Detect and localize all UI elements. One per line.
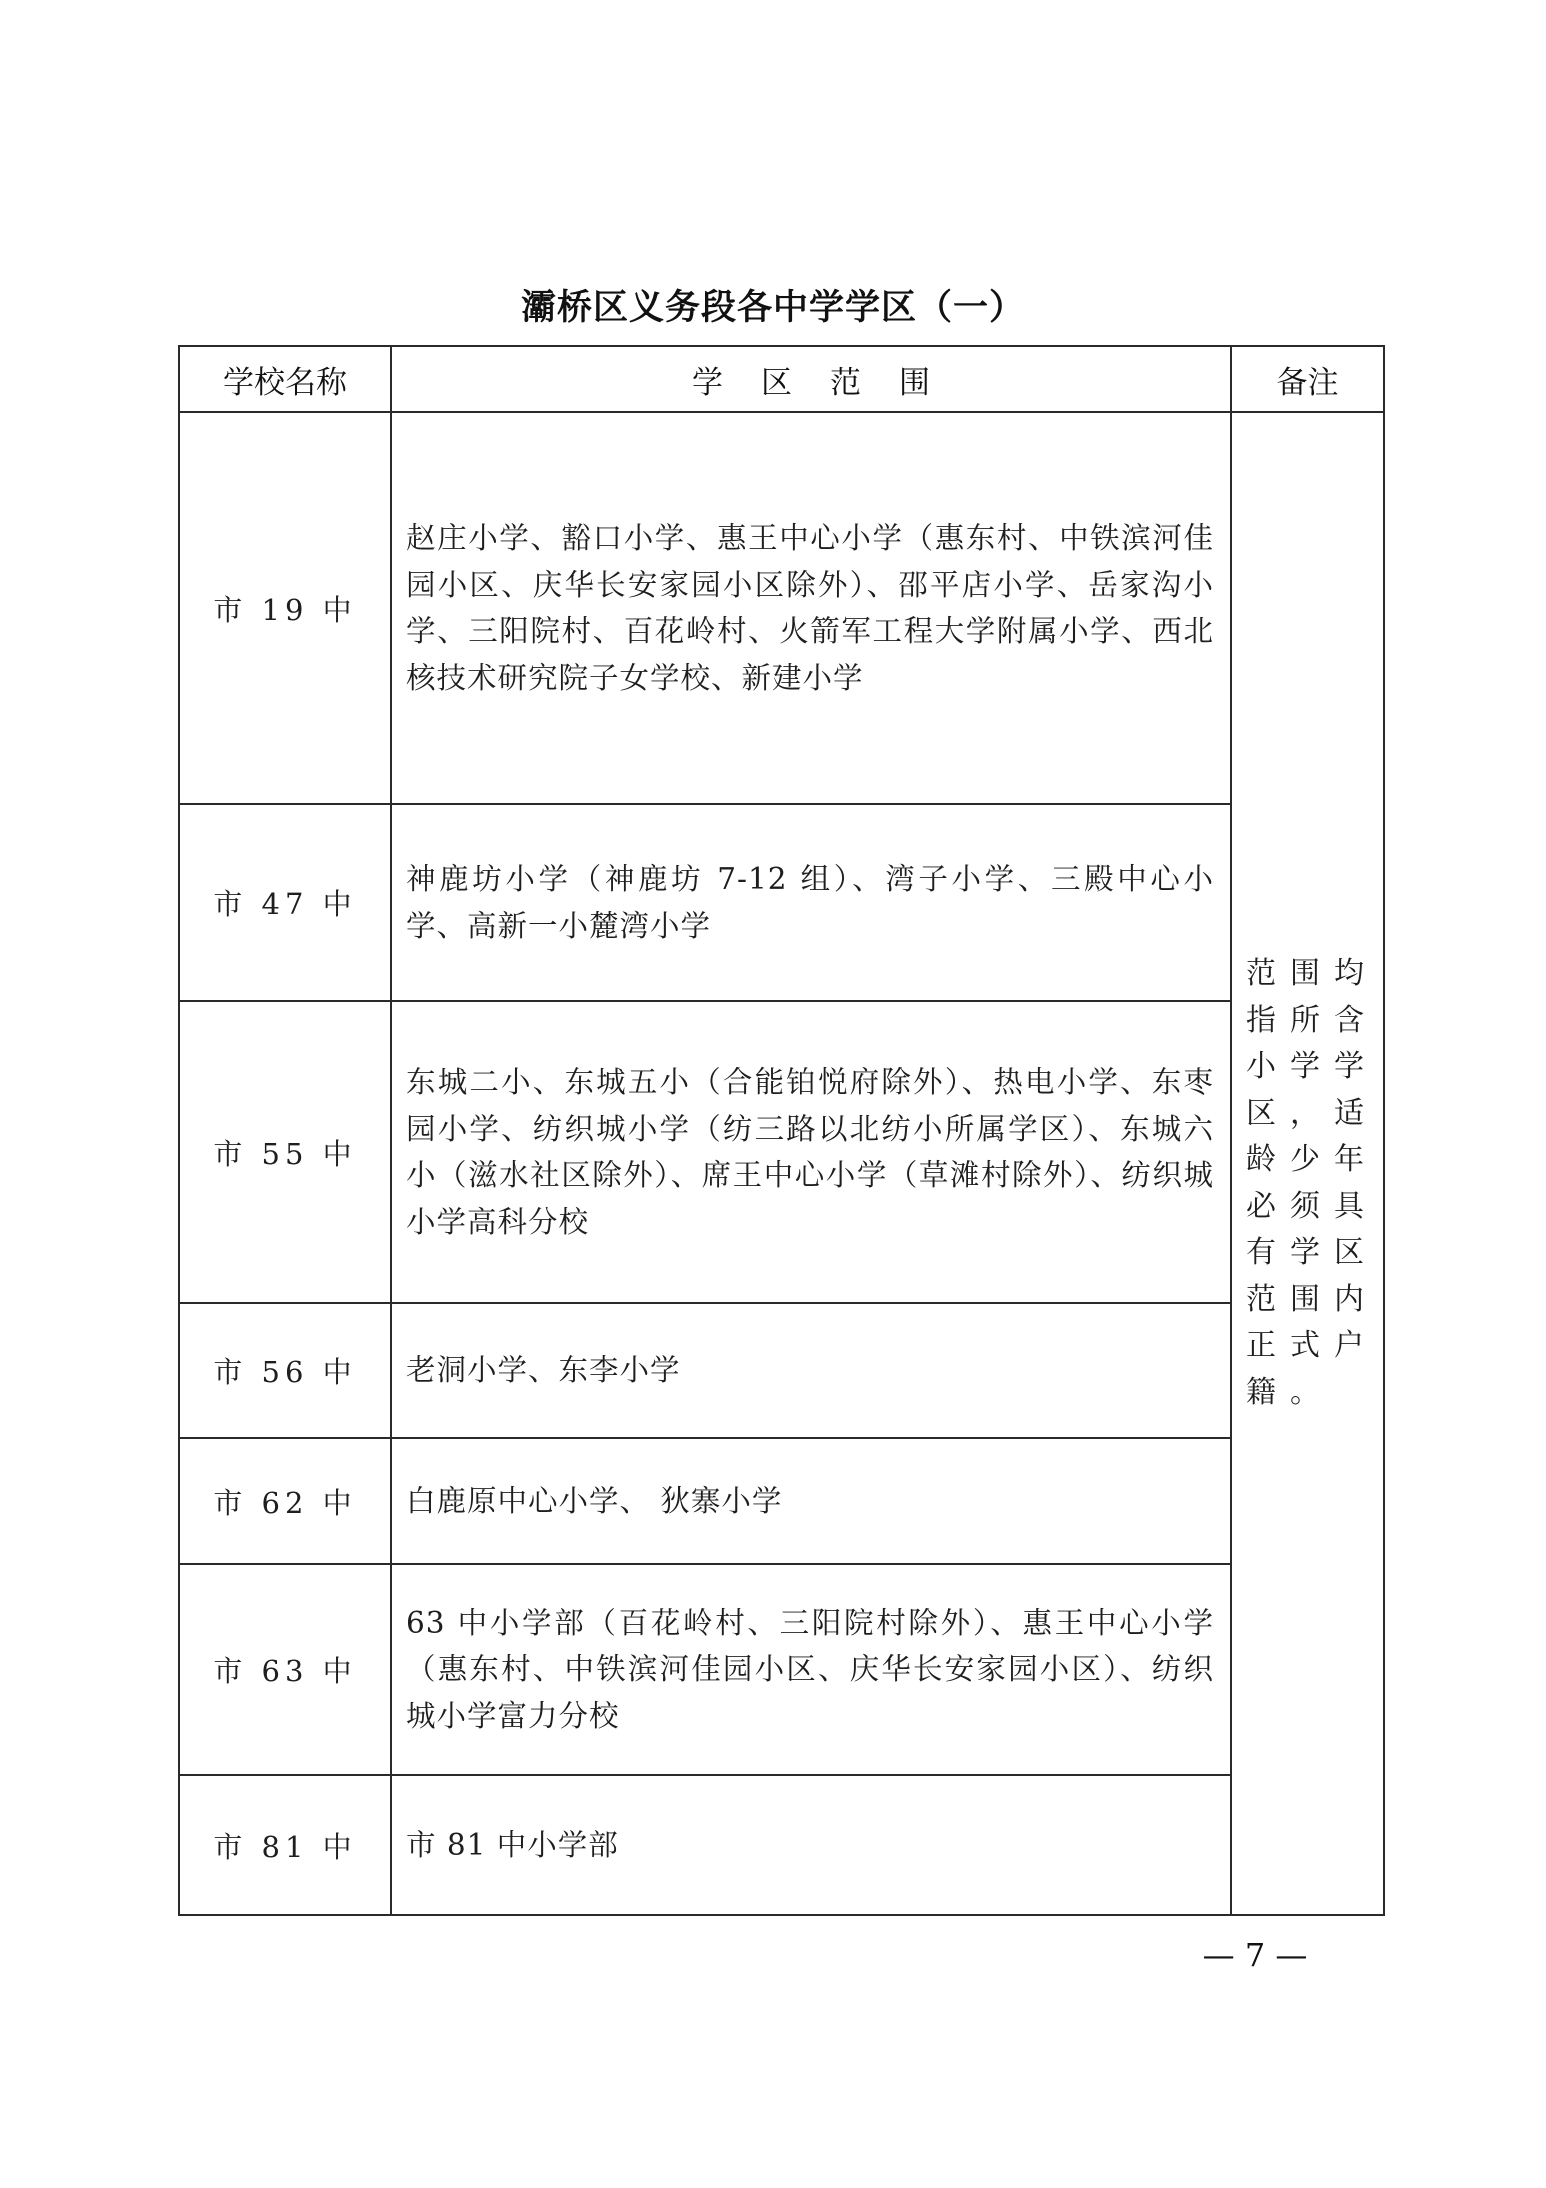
remark-cell xyxy=(1231,412,1384,1915)
school-name-cell: 市 56 中 xyxy=(179,1303,391,1438)
school-name-cell: 市 19 中 xyxy=(179,412,391,804)
district-scope-cell: 63 中小学部（百花岭村、三阳院村除外）、惠王中心小学（惠东村、中铁滨河佳园小区、庆华长安家园小区）、纺织城小学富力分校 xyxy=(391,1564,1231,1775)
school-name-cell: 市 63 中 xyxy=(179,1564,391,1775)
header-district-scope xyxy=(391,346,1231,412)
header-school-name: 学校名称 xyxy=(179,346,391,412)
district-scope-cell: 市 81 中小学部 xyxy=(391,1775,1231,1915)
district-scope-cell: 神鹿坊小学（神鹿坊 7-12 组）、湾子小学、三殿中心小学、高新一小麓湾小学 xyxy=(391,804,1231,1001)
remark-text: 范围均指所含小学学区，适龄少年必须具有学区范围内正式户籍。 xyxy=(1246,956,1378,1410)
school-name-cell: 市 55 中 xyxy=(179,1001,391,1303)
district-scope-cell: 赵庄小学、豁口小学、惠王中心小学（惠东村、中铁滨河佳园小区、庆华长安家园小区除外）、邵平店小学、岳家沟小学、三阳院村、百花岭村、火箭军工程大学附属小学、西北核技术研究院子女学校、新建小学 xyxy=(391,412,1231,804)
table-row xyxy=(179,1564,1384,1775)
page-title: 灞桥区义务段各中学学区（一） xyxy=(520,288,1025,328)
school-district-table xyxy=(178,345,1385,1916)
district-scope-cell: 老洞小学、东李小学 xyxy=(391,1303,1231,1438)
school-name-cell: 市 62 中 xyxy=(179,1438,391,1564)
district-scope-cell: 白鹿原中心小学、 狄寨小学 xyxy=(391,1438,1231,1564)
school-name-cell: 市 47 中 xyxy=(179,804,391,1001)
table-row xyxy=(179,804,1384,1001)
table-row xyxy=(179,1438,1384,1564)
header-remark: 备注 xyxy=(1231,346,1384,412)
page-number: — 7 — xyxy=(1202,1936,1308,1974)
table-row xyxy=(179,1303,1384,1438)
table-row xyxy=(179,1001,1384,1303)
table-row xyxy=(179,412,1384,804)
district-scope-cell: 东城二小、东城五小（合能铂悦府除外）、热电小学、东枣园小学、纺织城小学（纺三路以北纺小所属学区）、东城六小（滋水社区除外）、席王中心小学（草滩村除外）、纺织城小学高科分校 xyxy=(391,1001,1231,1303)
table-header-row xyxy=(179,346,1384,412)
school-name-cell: 市 81 中 xyxy=(179,1775,391,1915)
header-district-scope-label: 学区范围 xyxy=(692,364,968,401)
table-row xyxy=(179,1775,1384,1915)
